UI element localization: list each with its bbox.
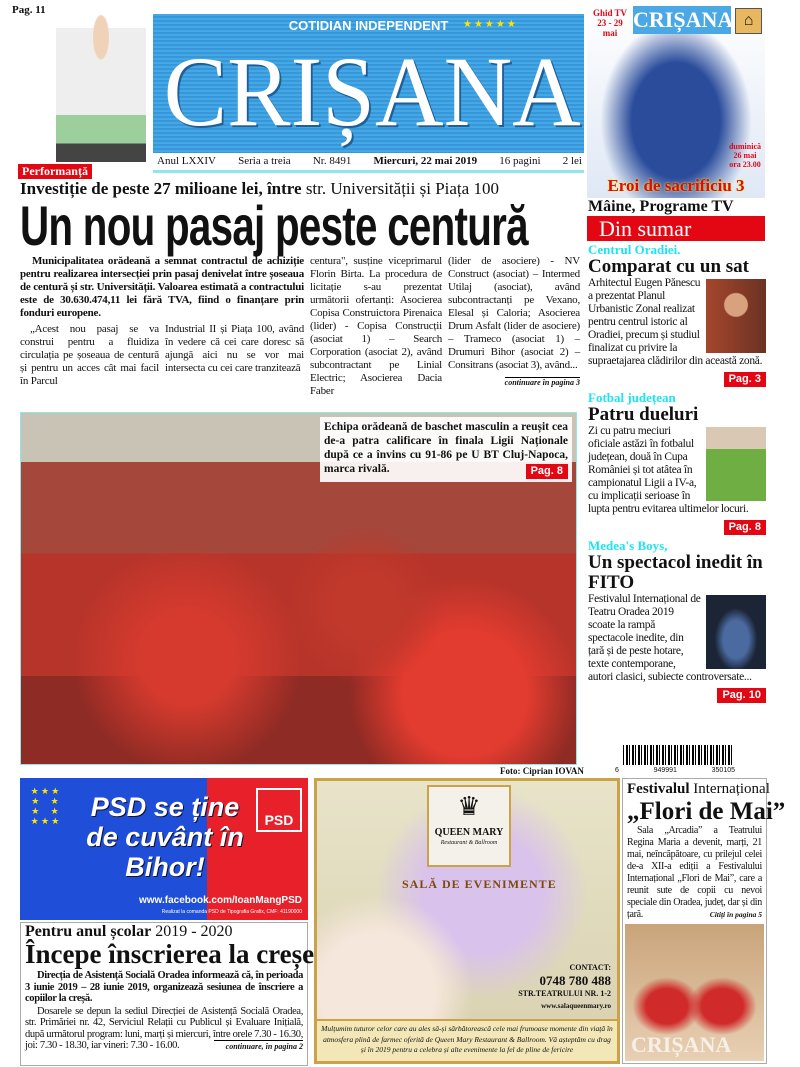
summary-item[interactable] <box>588 243 766 387</box>
lead-body <box>20 255 580 398</box>
queen-mary-logo <box>427 785 511 867</box>
masthead-tagline: COTIDIAN INDEPENDENT <box>288 18 449 33</box>
summary-page-ref[interactable]: Pag. 10 <box>717 688 766 703</box>
phone[interactable]: 0748 780 488 <box>539 973 611 988</box>
summary-kicker: Fotbal județean <box>588 390 676 405</box>
lead-col-2: Industrial II și Piața 100, având în vedere că cei care doresc să ajungă aici nu se vor mai intersecta cu cei care tranzitează <box>165 323 304 374</box>
thanks-text: Mulțumim tuturor celor care au ales să-și sărbătorească cele mai frumoase momente din viață în atmosfera plină de farmec oferită de Queen Mary Restaurant & Ballroom. Vă așteptăm cu drag și în 2019 pentru a celebra și alte evenimente la fel de pline de fericire <box>317 1019 617 1061</box>
masthead <box>153 14 584 153</box>
tv-guide-label: Ghid TV <box>592 8 628 18</box>
hall-label: SALĂ DE EVENIMENTE <box>402 877 557 891</box>
photo-caption-text: Echipa orădeană de baschet masculin a reușit cea de-a patra calificare în finala Ligii Naționale după ce a învins cu 91-86 pe U BT Cluj-Napoca, marca rivală. <box>324 421 568 475</box>
summary-page-ref[interactable]: Pag. 3 <box>724 372 766 387</box>
barcode-digit: 6 <box>615 767 619 774</box>
psd-slogan: PSD se ține de cuvânt în Bihor! <box>86 792 244 882</box>
summary-title: Din sumar <box>587 216 765 241</box>
series: Seria a treia <box>238 155 291 167</box>
lead-col-1: „Acest nou pasaj se va construi pentru a fluidiza circulația pe șoseaua de centură și pentru un acces cât mai facil în Parcul <box>20 323 159 387</box>
brand-name: QUEEN MARY <box>434 827 504 838</box>
price: 2 lei <box>562 155 582 167</box>
page-count: 16 pagini <box>499 155 541 167</box>
lead-col-3: centura", susține viceprimarul Florin Birta. La procedura de licitație s-au prezentat următorii ofertanți: Asocierea Copisa Construictora Pirenaica (lider) - Copisa Construcții (asociat 1) – Search Corporation (asociat 2), având subcontractant pe Linial Electric; Asocierea Dacia Faber <box>310 255 442 397</box>
festival-subhead-regular: Internațional <box>693 781 770 797</box>
website[interactable]: www.salaqueenmary.ro <box>541 1002 611 1010</box>
tv-guide-logo: CRIȘANA <box>633 7 734 32</box>
summary-column <box>588 243 766 776</box>
summary-headline: Patru dueluri <box>588 404 699 425</box>
house-icon: ⌂ <box>735 8 762 34</box>
summary-text: Arhitectul Eugen Pănescu a prezentat Planul Urbanistic Zonal realizat pentru centrul istoric al Oradiei, precum și studiul finalizat cu privire la supraetajarea clădirilor din această zonă. <box>588 277 763 367</box>
queen-mary-ad[interactable] <box>314 778 620 1064</box>
address: STR.TEATRULUI NR. 1-2 <box>518 989 611 998</box>
psd-ad[interactable] <box>20 778 308 920</box>
tv-tomorrow: Mâine, Programe TV <box>588 198 734 215</box>
eu-stars-icon: ★ ★ ★ ★ ★ ★ ★ ★ ★ ★ <box>30 786 60 826</box>
brand-sub: Restaurant & Ballroom <box>440 840 498 846</box>
nursery-subhead-bold: Pentru anul școlar <box>25 923 152 940</box>
architect-photo <box>706 279 766 353</box>
barcode-bars <box>623 745 733 765</box>
masthead-title: CRIȘANA <box>163 36 581 147</box>
tv-air-time: duminică 26 mai ora 23.00 <box>728 142 761 169</box>
performance-label: Performanță <box>18 164 92 179</box>
barcode-digits: 350105 <box>711 767 735 774</box>
summary-kicker: Medea's Boys, <box>588 538 668 553</box>
photo-caption <box>320 417 572 482</box>
issue-number: Nr. 8491 <box>312 155 352 167</box>
photo-page-ref[interactable]: Pag. 8 <box>526 464 568 479</box>
summary-kicker: Centrul Oradiei. <box>588 242 681 257</box>
psd-logo: PSD <box>256 788 302 832</box>
summary-page-ref[interactable]: Pag. 8 <box>724 520 766 535</box>
masthead-divider <box>153 170 584 173</box>
basketball-photo[interactable] <box>20 412 577 765</box>
date: Miercuri, 22 mai 2019 <box>373 155 478 167</box>
nursery-intro: Direcția de Asistență Socială Oradea informează că, în perioada 3 iunie 2019 – 28 iunie 2019, organizează sesiunea de înscriere a copiilor la creșă. <box>25 970 303 1004</box>
tv-guide-teaser[interactable] <box>587 4 765 198</box>
barcode-digits: 949991 <box>653 767 677 774</box>
festival-continued-link[interactable]: Citiți în pagina 5 <box>709 910 762 919</box>
page-ref-11[interactable]: Pag. 11 <box>12 4 46 16</box>
nursery-body-text: Dosarele se depun la sediul Direcției de Asistență Socială Oradea, str. Primăriei nr. 42, Serviciul Relații cu Publicul și Evaluare Inițială, după următorul program: luni, marți și miercuri, între orele 7.30 - 16.30, joi: 7.30 - 18.30, iar vineri: 7.30 - 16.00. <box>25 1005 303 1051</box>
lead-intro: Municipalitatea orădeană a semnat contractul de achiziție pentru realizarea intersecției prin pasaj denivelat între șoseaua de centură și str. Universității. Valoarea estimată a contractului este de 30.630.474,11 lei fără TVA, fiind o finanțare prin fonduri europene. <box>20 255 304 319</box>
nursery-body <box>25 1006 303 1052</box>
lead-subhead-bold: Investiție de peste 27 milioane lei, între <box>20 179 302 198</box>
festival-headline[interactable]: „Flori de Mai” <box>627 798 786 825</box>
chef-photo <box>56 6 146 162</box>
festival-story <box>622 778 786 1064</box>
eu-stars-icon: ★★★★★ <box>463 19 518 30</box>
psd-url[interactable]: www.facebook.com/IoanMangPSD <box>139 895 302 906</box>
festival-text <box>627 825 762 921</box>
theatre-photo <box>706 595 766 669</box>
tv-guide-dates: 23 - 29 mai <box>597 18 623 38</box>
contact-block <box>518 961 611 1013</box>
summary-text: Zi cu patru meciuri oficiale astăzi în fotbalul județean, două în Cupa României și tot atâtea în campionatul Ligii a IV-a, cu implicații serioase în lupta pentru evitarea ultimelor locuri. <box>588 425 749 515</box>
contact-label: CONTACT: <box>569 963 611 972</box>
year: Anul LXXIV <box>157 155 216 167</box>
tv-film-title: Eroi de sacrificiu 3 <box>607 176 745 195</box>
festival-subhead-bold: Festivalul <box>627 781 690 797</box>
football-photo <box>706 427 766 501</box>
summary-headline: Comparat cu un sat <box>588 256 749 277</box>
summary-headline: Un spectacol inedit în FITO <box>588 552 763 593</box>
nursery-headline[interactable]: Începe înscrierea la creșe <box>25 939 315 969</box>
summary-item[interactable] <box>588 391 766 535</box>
photo-credit: Foto: Ciprian IOVAN <box>500 766 584 776</box>
lead-subhead-regular: str. Universității și Piața 100 <box>305 179 499 198</box>
crown-crest-icon: ♛ <box>457 792 481 821</box>
nursery-subhead-regular: 2019 - 2020 <box>155 923 233 940</box>
watermark: CRIȘANA <box>631 1032 732 1057</box>
festival-photo <box>625 924 764 1061</box>
psd-disclaimer: Realizat la comanda PSD de Tipografia Grafix, CMF: 41190000 <box>161 909 302 915</box>
nursery-continued-link[interactable]: continuare, în pagina 2 <box>214 1040 303 1053</box>
festival-text-body: Sala „Arcadia” a Teatrului Regina Maria a devenit, marți, 21 mai, neîncăpătoare, cu prilejul celei de-a XII-a ediții a Festivalului Internațional „Flori de Mai”, care a reunit sute de copii cu nevoi speciale din Oradea, județ, dar și din țară. <box>627 825 762 920</box>
summary-text: Festivalul Internațional de Teatru Oradea 2019 scoate la rampă spectacole inedite, din țară și de peste hotare, texte contemporane, autori clasici, subiecte controversate... <box>588 593 752 683</box>
masthead-info <box>157 155 582 168</box>
nursery-story <box>20 922 315 1066</box>
lead-continued-link[interactable]: continuare în pagina 3 <box>504 378 580 387</box>
barcode <box>615 745 735 776</box>
summary-item[interactable] <box>588 539 766 703</box>
lead-headline[interactable]: Un nou pasaj peste centură <box>20 194 528 257</box>
lead-col-4: (lider de asociere) - NV Construct (asociat) – Intermed Utilaj (asociat), având subcontractanți pe Vexano, Elesal și Caloria; Asocierea Drum Asfalt (lider de asociere) – Trameco (asociat 1) – Drumuri Bihor (asociat 2) – Consitrans (asociat 3), având... <box>448 255 580 371</box>
